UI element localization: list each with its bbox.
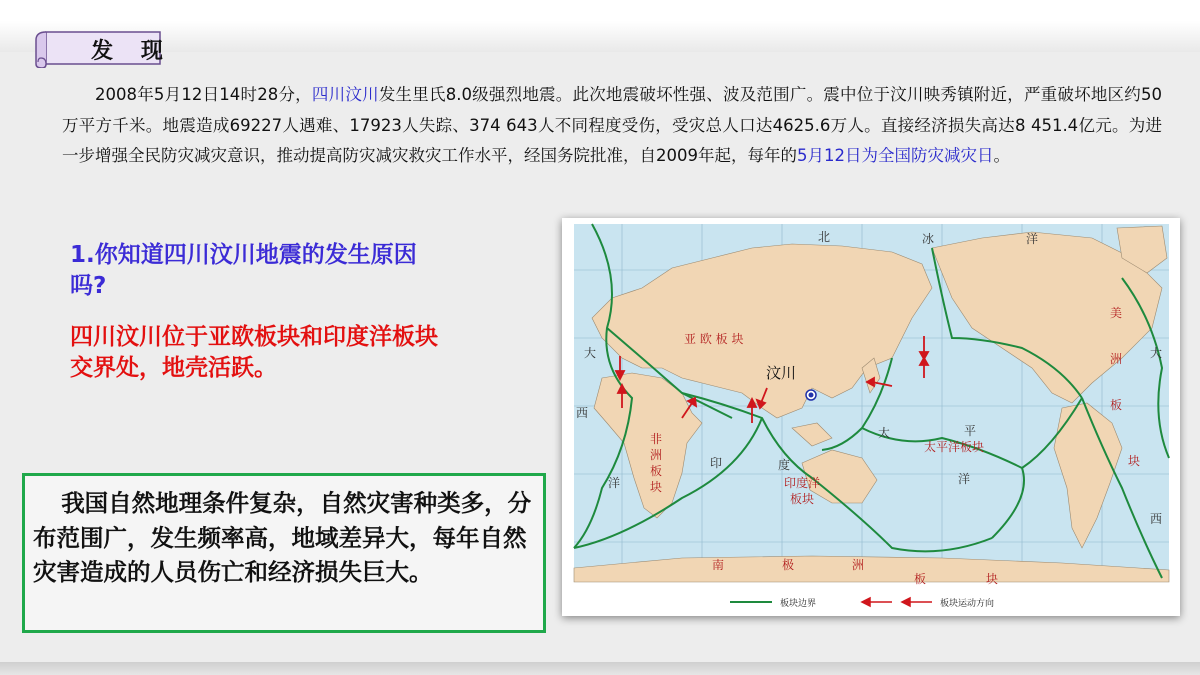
intro-place: 四川汶川 — [311, 85, 379, 104]
note-text: 我国自然地理条件复杂，自然灾害种类多，分布范围广，发生频率高，地域差异大，每年自然灾害造成的人员伤亡和经济损失巨大。 — [33, 489, 532, 586]
label-pacific-ocean-2: 平 — [964, 424, 977, 438]
label-wenchuan: 汶川 — [766, 364, 797, 382]
intro-seg2: 发生里氏8.0级强烈地震。此次地震破坏性强、波及范围广。震中位于汶川映秀镇附近，严重破坏地区约50万平方千米。地震造成69227人遇难、17923人失踪、374 643人不同程度受伤，受灾总人口达4625.6万人。直接经济损失高达8 451.4亿元。为进一步增强全民防灾减灾意识，推动提高防灾减灾救灾工作水平，经国务院批准，自2009年起，每年的 — [62, 85, 1162, 165]
label-indo-plate-2: 板块 — [790, 492, 815, 506]
intro-seg3: 。 — [993, 146, 1010, 165]
label-america-3: 板 — [1110, 398, 1123, 412]
plate-map-graphic — [562, 218, 1180, 616]
label-america-1: 美 — [1110, 306, 1123, 320]
epicenter-dot — [809, 393, 814, 398]
label-antarctic-3: 洲 — [852, 558, 865, 572]
label-antarctic-2: 极 — [782, 558, 795, 572]
label-america-2: 洲 — [1110, 352, 1123, 366]
label-africa-3: 板 — [650, 464, 663, 478]
intro-paragraph — [62, 80, 1162, 172]
label-north-3: 洋 — [1026, 232, 1039, 246]
label-indo-plate-1: 印度洋 — [784, 476, 821, 490]
label-atlantic-w2: 西 — [576, 406, 589, 420]
label-eurasia-plate: 亚 欧 板 块 — [684, 332, 744, 346]
label-antarctic-1: 南 — [712, 558, 725, 572]
answer-text: 四川汶川位于亚欧板块和印度洋板块交界处，地壳活跃。 — [70, 324, 438, 381]
label-atlantic-e: 大 — [1150, 346, 1163, 360]
label-antarctic-5: 块 — [986, 572, 999, 586]
label-pacific-ocean-1: 太 — [878, 426, 891, 440]
legend-boundary-label: 板块边界 — [780, 599, 817, 609]
question-title: 1.你知道四川汶川地震的发生原因吗? — [70, 242, 417, 299]
label-africa-1: 非 — [650, 432, 663, 446]
plate-map — [562, 218, 1180, 616]
note-box — [22, 473, 546, 633]
section-tab-label: 发 现 — [91, 38, 173, 64]
label-indian-1: 印 — [710, 456, 723, 470]
label-indian-2: 度 — [778, 458, 791, 472]
label-atlantic-w3: 洋 — [608, 476, 621, 490]
label-antarctic-4: 板 — [914, 572, 927, 586]
intro-seg1: 2008年5月12日14时28分， — [95, 85, 312, 104]
label-north-1: 北 — [818, 230, 831, 244]
label-pacific-ocean-3: 洋 — [958, 472, 971, 486]
label-north-2: 冰 — [922, 232, 935, 246]
bottom-bar — [0, 662, 1200, 675]
label-atlantic-w: 大 — [584, 346, 597, 360]
label-pacific-plate: 太平洋板块 — [924, 440, 985, 454]
label-atlantic-e2: 西 — [1150, 512, 1163, 526]
legend-direction-label: 板块运动方向 — [940, 599, 995, 609]
section-tab — [32, 28, 173, 68]
label-america-4: 块 — [1128, 454, 1141, 468]
label-africa-2: 洲 — [650, 448, 663, 462]
label-africa-4: 块 — [650, 480, 663, 494]
intro-date: 5月12日为全国防灾减灾日 — [797, 146, 994, 165]
legend-arrows — [862, 598, 932, 606]
